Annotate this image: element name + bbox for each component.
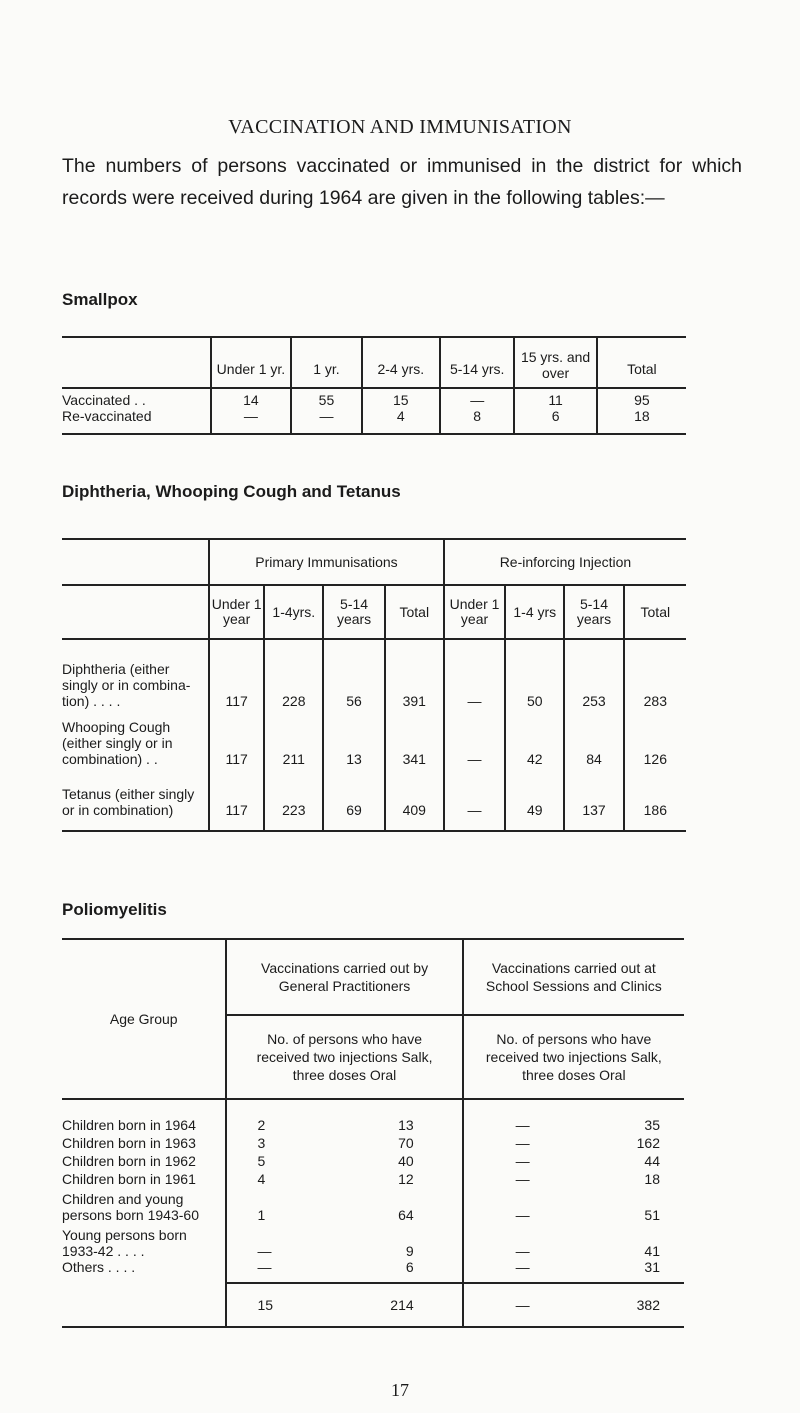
dwt-table: Primary Immunisations Re-inforcing Injection Under 1 year 1-4yrs. 5-14 years Total Under 1 year 1-4 yrs 5-14 years Total Diphtheria (either singly or in combina-tion) . . . . 117 228 56 391 — 50 253 283 Whooping Cough (either singly or in combination) . . 117 211 13 341 — 42 84 126 Tetanus (either singly or in combination) 117 223 69 409 — 49 137 186: [62, 538, 686, 832]
intro-paragraph: The numbers of persons vaccinated or immunised in the district for which records were received during 1964 are given in the following tables:—: [62, 155, 742, 209]
reinforcing-injection-header: Re-inforcing Injection: [444, 539, 686, 585]
table-row: Children and young persons born 1943-60 1 64 — 51: [62, 1187, 684, 1223]
gp-header: Vaccinations carried out by General Practitioners: [226, 939, 462, 1015]
table-row: Diphtheria (either singly or in combina-tion) . . . . 117 228 56 391 — 50 253 283: [62, 639, 686, 709]
table-row: Children born in 1964 2 13 — 35: [62, 1099, 684, 1133]
smallpox-col-5-14: 5-14 yrs.: [440, 337, 514, 387]
smallpox-col-2-4: 2-4 yrs.: [362, 337, 440, 387]
smallpox-col-1yr: 1 yr.: [291, 337, 361, 387]
smallpox-heading: Smallpox: [62, 290, 138, 309]
totals-row: 15 214 — 382: [62, 1283, 684, 1327]
table-row: Whooping Cough (either singly or in combination) . . 117 211 13 341 — 42 84 126: [62, 709, 686, 767]
table-row: Children born in 1963 3 70 — 162: [62, 1133, 684, 1151]
primary-immunisations-header: Primary Immunisations: [209, 539, 444, 585]
table-row: Children born in 1961 4 12 — 18: [62, 1169, 684, 1187]
smallpox-col-total: Total: [597, 337, 686, 387]
table-row: Re-vaccinated — — 4 8 6 18: [62, 408, 686, 434]
table-row: Young persons born 1933-42 . . . . — 9 — 41: [62, 1223, 684, 1259]
smallpox-table: [62, 336, 686, 435]
table-row: Vaccinated . . 14 55 15 — 11 95: [62, 388, 686, 408]
page-number: 17: [391, 1380, 409, 1400]
smallpox-col-15over: 15 yrs. and over: [514, 337, 596, 387]
page-title: VACCINATION AND IMMUNISATION: [228, 116, 572, 138]
gp-subheader: No. of persons who have received two injections Salk, three doses Oral: [226, 1015, 462, 1099]
table-row: Tetanus (either singly or in combination) 117 223 69 409 — 49 137 186: [62, 767, 686, 831]
age-group-header: Age Group: [62, 939, 226, 1099]
polio-table: [62, 938, 684, 1328]
table-row: Children born in 1962 5 40 — 44: [62, 1151, 684, 1169]
school-subheader: No. of persons who have received two injections Salk, three doses Oral: [463, 1015, 684, 1099]
school-header: Vaccinations carried out at School Sessions and Clinics: [463, 939, 684, 1015]
polio-heading: Poliomyelitis: [62, 900, 167, 919]
smallpox-col-under1: Under 1 yr.: [211, 337, 292, 387]
table-row: Others . . . . — 6 — 31: [62, 1259, 684, 1283]
dwt-heading: Diphtheria, Whooping Cough and Tetanus: [62, 482, 401, 501]
